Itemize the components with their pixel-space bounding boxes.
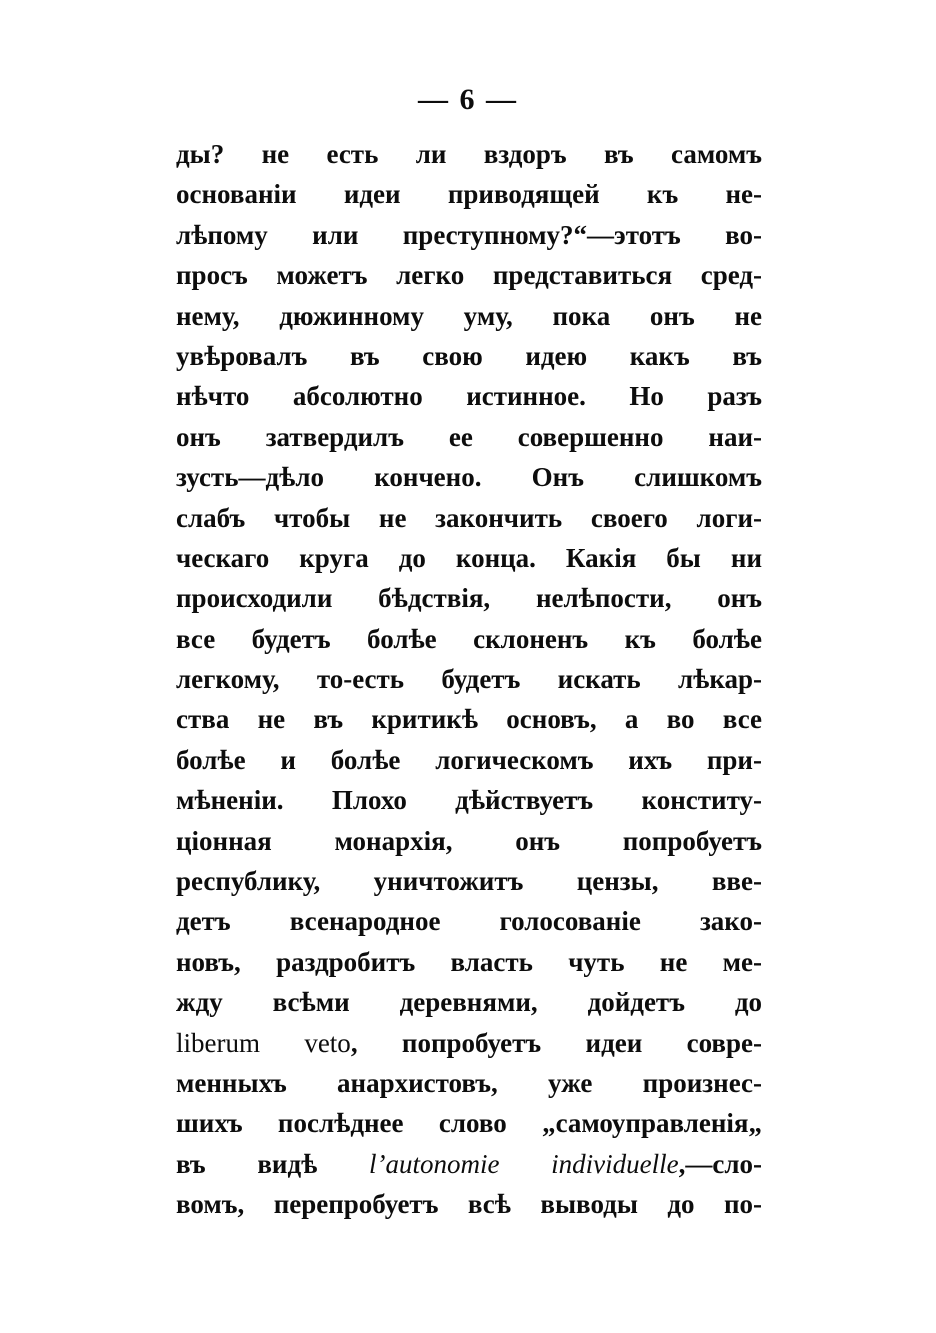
text-line: увѣровалъ въ свою идею какъ въ bbox=[176, 340, 762, 371]
latin-phrase: liberum veto bbox=[176, 1027, 351, 1058]
text-line: основанiи идеи приводящей къ не- bbox=[176, 179, 762, 210]
text-line: ческаго круга до конца. Какiя бы ни bbox=[176, 542, 762, 573]
text-line: детъ всенародное голосованiе зако- bbox=[176, 906, 762, 937]
text-line: болѣе и болѣе логическомъ ихъ при- bbox=[176, 744, 762, 775]
text-line: зусть—дѣло кончено. Онъ слишкомъ bbox=[176, 462, 762, 493]
text-line: легкому, то-есть будетъ искать лѣкар- bbox=[176, 664, 762, 695]
text-line: новъ, раздробитъ власть чуть не ме- bbox=[176, 946, 762, 977]
text-line: ды? не есть ли вздоръ въ самомъ bbox=[176, 139, 762, 169]
text-line: все будетъ болѣе склоненъ къ болѣе bbox=[176, 623, 762, 654]
text-line: онъ затвердилъ ее совершенно наи- bbox=[176, 421, 762, 452]
text-line: нѣчто абсолютно истинное. Но разъ bbox=[176, 381, 762, 412]
text-line: мѣненiи. Плохо дѣйствуетъ конститу- bbox=[176, 785, 762, 816]
text-line: лѣпому или преступному?“—этотъ во- bbox=[176, 219, 762, 250]
text-fragment: въ видѣ bbox=[176, 1148, 370, 1179]
page-number: — 6 — bbox=[418, 83, 518, 116]
body-text bbox=[176, 134, 762, 1225]
text-line: вомъ, перепробуетъ всѣ выводы до по- bbox=[176, 1189, 762, 1220]
text-line: жду всѣми деревнями, дойдетъ до bbox=[176, 987, 762, 1018]
text-fragment: ,—сло- bbox=[678, 1148, 762, 1179]
text-line: просъ можетъ легко представиться сред- bbox=[176, 260, 762, 291]
italic-french-phrase: l’autonomie individuelle bbox=[369, 1148, 679, 1179]
text-line: происходили бѣдствiя, нелѣпости, онъ bbox=[176, 583, 762, 614]
text-line: республику, уничтожитъ цензы, вве- bbox=[176, 866, 762, 897]
text-line: нему, дюжинному уму, пока онъ не bbox=[176, 300, 762, 331]
text-line: ства не въ критикѣ основъ, а во все bbox=[176, 704, 762, 735]
text-line: слабъ чтобы не закончить своего логи- bbox=[176, 502, 762, 533]
text-line bbox=[176, 1023, 762, 1063]
text-line: шихъ послѣднее слово „самоуправленiя„ bbox=[176, 1108, 762, 1139]
text-line bbox=[176, 1144, 762, 1184]
text-line: менныхъ анархистовъ, уже произнес- bbox=[176, 1067, 762, 1098]
text-fragment: , попробуетъ идеи совре- bbox=[350, 1027, 762, 1058]
text-line: цiонная монархiя, онъ попробуетъ bbox=[176, 825, 762, 856]
